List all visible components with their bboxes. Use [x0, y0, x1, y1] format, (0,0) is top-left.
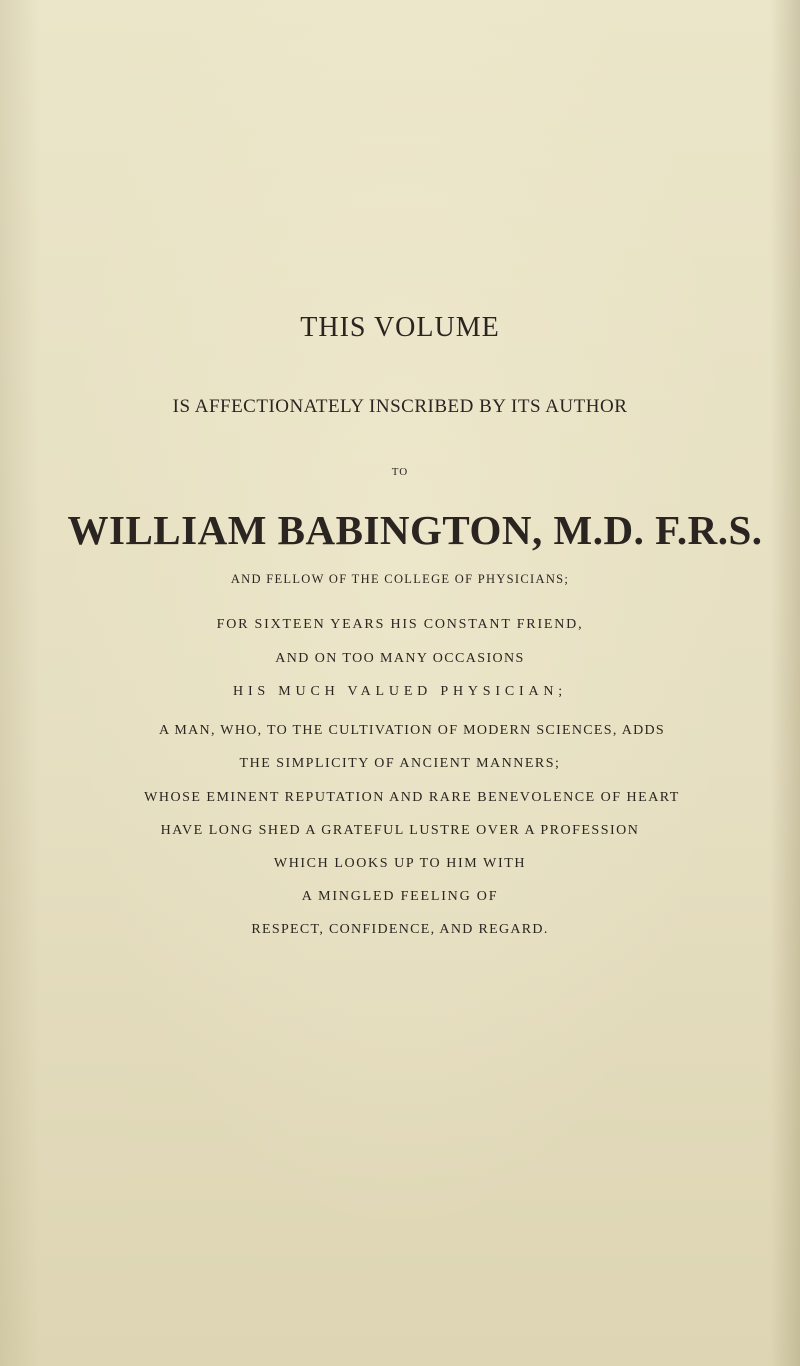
dedication-line: A MAN, WHO, TO THE CULTIVATION OF MODERN SCIENCES, ADDS — [158, 723, 666, 738]
page-heading: THIS VOLUME — [300, 312, 500, 343]
dedication-line: HAVE LONG SHED A GRATEFUL LUSTRE OVER A PROFESSION — [160, 823, 640, 838]
to-line: TO — [391, 466, 409, 478]
dedication-line: RESPECT, CONFIDENCE, AND REGARD. — [251, 922, 549, 937]
dedication-line: AND FELLOW OF THE COLLEGE OF PHYSICIANS; — [230, 572, 570, 586]
dedication-line: AND ON TOO MANY OCCASIONS — [275, 651, 525, 666]
inscription-line: IS AFFECTIONATELY INSCRIBED BY ITS AUTHOR — [172, 396, 628, 417]
dedication-line: FOR SIXTEEN YEARS HIS CONSTANT FRIEND, — [216, 617, 584, 632]
dedication-line: THE SIMPLICITY OF ANCIENT MANNERS; — [239, 756, 561, 771]
dedicatee-name: WILLIAM BABINGTON, M.D. F.R.S. — [67, 507, 763, 553]
dedication-line: HIS MUCH VALUED PHYSICIAN; — [233, 684, 567, 699]
dedication-line: A MINGLED FEELING OF — [301, 889, 499, 904]
dedication-line: WHICH LOOKS UP TO HIM WITH — [273, 856, 527, 871]
dedication-line: WHOSE EMINENT REPUTATION AND RARE BENEVOLENCE OF HEART — [144, 790, 680, 805]
